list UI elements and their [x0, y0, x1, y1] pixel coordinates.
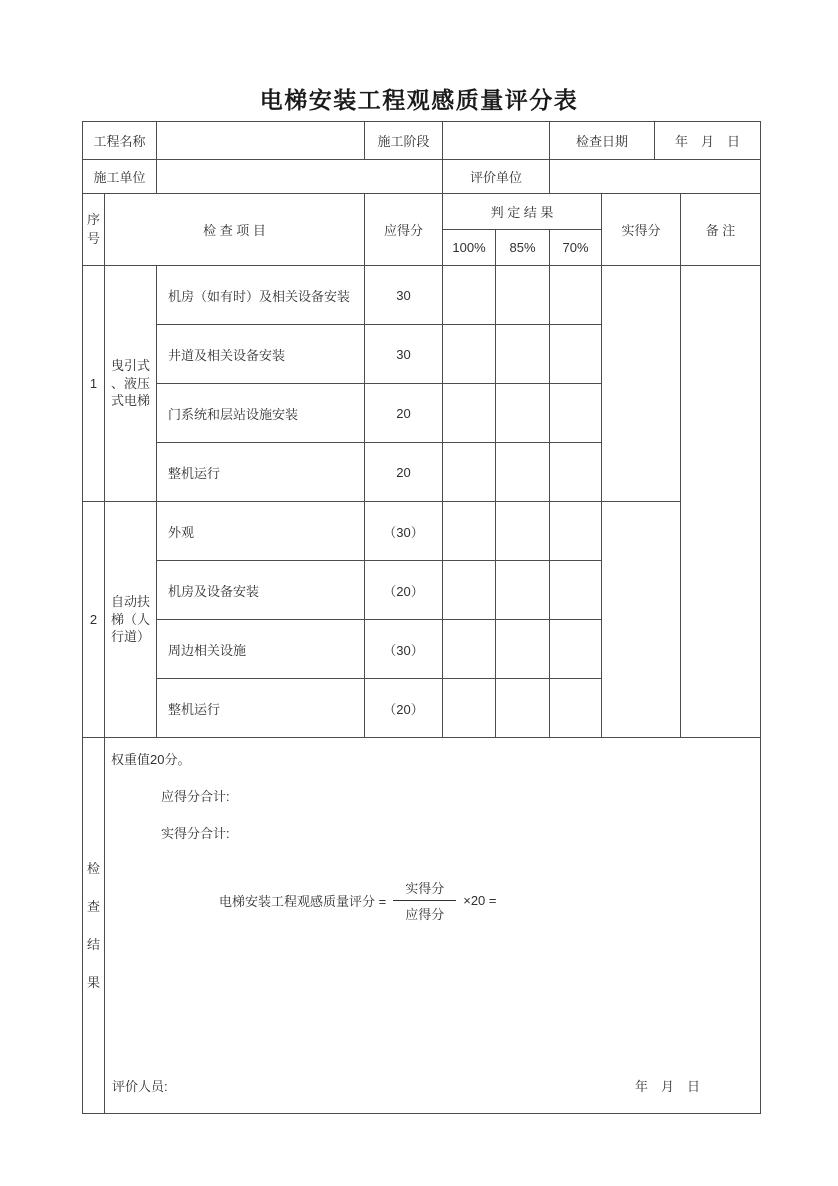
item-label: 井道及相关设备安装: [157, 325, 365, 384]
remark-header: 备 注: [681, 194, 761, 266]
formula-fraction: [393, 876, 456, 925]
judge-cell-85[interactable]: [496, 502, 550, 561]
judge-cell-85[interactable]: [496, 561, 550, 620]
actual-total-label: 实得分合计:: [161, 826, 230, 841]
remark-cell[interactable]: [681, 266, 761, 738]
item-label: 门系统和层站设施安装: [157, 384, 365, 443]
item-label: 整机运行: [157, 443, 365, 502]
appraiser-label: 评价人员:: [112, 1079, 168, 1094]
due-score-value: 30: [365, 325, 443, 384]
judge-cell-70[interactable]: [550, 325, 602, 384]
item-label: 周边相关设施: [157, 620, 365, 679]
formula-prefix: 电梯安装工程观感质量评分 =: [219, 894, 387, 909]
judge-cell-85[interactable]: [496, 679, 550, 738]
project-name-label: 工程名称: [83, 122, 157, 160]
judge-cell-70[interactable]: [550, 266, 602, 325]
due-score-value: 20: [365, 384, 443, 443]
check-result-table: [82, 737, 761, 1114]
item-label: 机房及设备安装: [157, 561, 365, 620]
judge-cell-100[interactable]: [443, 679, 496, 738]
builder-label: 施工单位: [83, 160, 157, 194]
check-result-content[interactable]: [105, 738, 761, 1114]
section2-actual-score-cell[interactable]: [602, 502, 681, 738]
due-score-value: 30: [365, 266, 443, 325]
judge-cell-85[interactable]: [496, 620, 550, 679]
judge-cell-70[interactable]: [550, 384, 602, 443]
actual-score-header: 实得分: [602, 194, 681, 266]
seq-header: 序号: [83, 194, 105, 266]
judge-cell-100[interactable]: [443, 561, 496, 620]
stage-value-cell[interactable]: [443, 122, 550, 160]
judge-cell-100[interactable]: [443, 502, 496, 561]
judge-cell-70[interactable]: [550, 620, 602, 679]
table-row: [83, 266, 761, 325]
weight-note: 权重值20分。: [111, 752, 191, 767]
item-label: 机房（如有时）及相关设备安装: [157, 266, 365, 325]
stage-label: 施工阶段: [365, 122, 443, 160]
judge-cell-100[interactable]: [443, 384, 496, 443]
score-formula: [219, 876, 497, 925]
section1-actual-score-cell[interactable]: [602, 266, 681, 502]
builder-value-cell[interactable]: [157, 160, 443, 194]
judge-cell-85[interactable]: [496, 384, 550, 443]
appraiser-unit-value-cell[interactable]: [550, 160, 761, 194]
section1-seq: 1: [83, 266, 105, 502]
section2-seq: 2: [83, 502, 105, 738]
check-date-value-cell[interactable]: 年 月 日: [655, 122, 761, 160]
judge-cell-70[interactable]: [550, 443, 602, 502]
judge-cell-85[interactable]: [496, 325, 550, 384]
due-score-value: 20: [365, 443, 443, 502]
table-row: [83, 502, 761, 561]
info-table: [82, 121, 761, 194]
judge-level-70: 70%: [550, 230, 602, 266]
judge-level-100: 100%: [443, 230, 496, 266]
due-score-value: （30）: [365, 620, 443, 679]
due-score-value: （20）: [365, 679, 443, 738]
item-label: 外观: [157, 502, 365, 561]
due-score-header: 应得分: [365, 194, 443, 266]
check-date-label: 检查日期: [550, 122, 655, 160]
section2-category: 自动扶梯（人行道）: [105, 502, 157, 738]
judge-cell-85[interactable]: [496, 266, 550, 325]
judge-cell-70[interactable]: [550, 561, 602, 620]
judge-cell-100[interactable]: [443, 443, 496, 502]
judge-cell-100[interactable]: [443, 620, 496, 679]
judge-cell-100[interactable]: [443, 325, 496, 384]
check-result-label: 检查结果: [83, 738, 105, 1114]
due-score-value: （20）: [365, 561, 443, 620]
formula-numerator: 实得分: [405, 881, 445, 896]
appraiser-unit-label: 评价单位: [443, 160, 550, 194]
judge-cell-70[interactable]: [550, 679, 602, 738]
project-name-value-cell[interactable]: [157, 122, 365, 160]
score-table: [82, 193, 761, 738]
judge-cell-100[interactable]: [443, 266, 496, 325]
page-title: 电梯安装工程观感质量评分表: [259, 87, 579, 113]
formula-suffix: ×20 =: [463, 893, 497, 908]
item-header: 检 查 项 目: [105, 194, 365, 266]
judge-cell-85[interactable]: [496, 443, 550, 502]
judge-level-85: 85%: [496, 230, 550, 266]
due-total-label: 应得分合计:: [161, 789, 230, 804]
judge-result-header: 判 定 结 果: [443, 194, 602, 230]
formula-denominator: 应得分: [393, 900, 456, 925]
judge-cell-70[interactable]: [550, 502, 602, 561]
score-form: [82, 121, 760, 1114]
section1-category: 曳引式、液压式电梯: [105, 266, 157, 502]
due-score-value: （30）: [365, 502, 443, 561]
result-date[interactable]: 年 月 日: [634, 1079, 700, 1094]
item-label: 整机运行: [157, 679, 365, 738]
